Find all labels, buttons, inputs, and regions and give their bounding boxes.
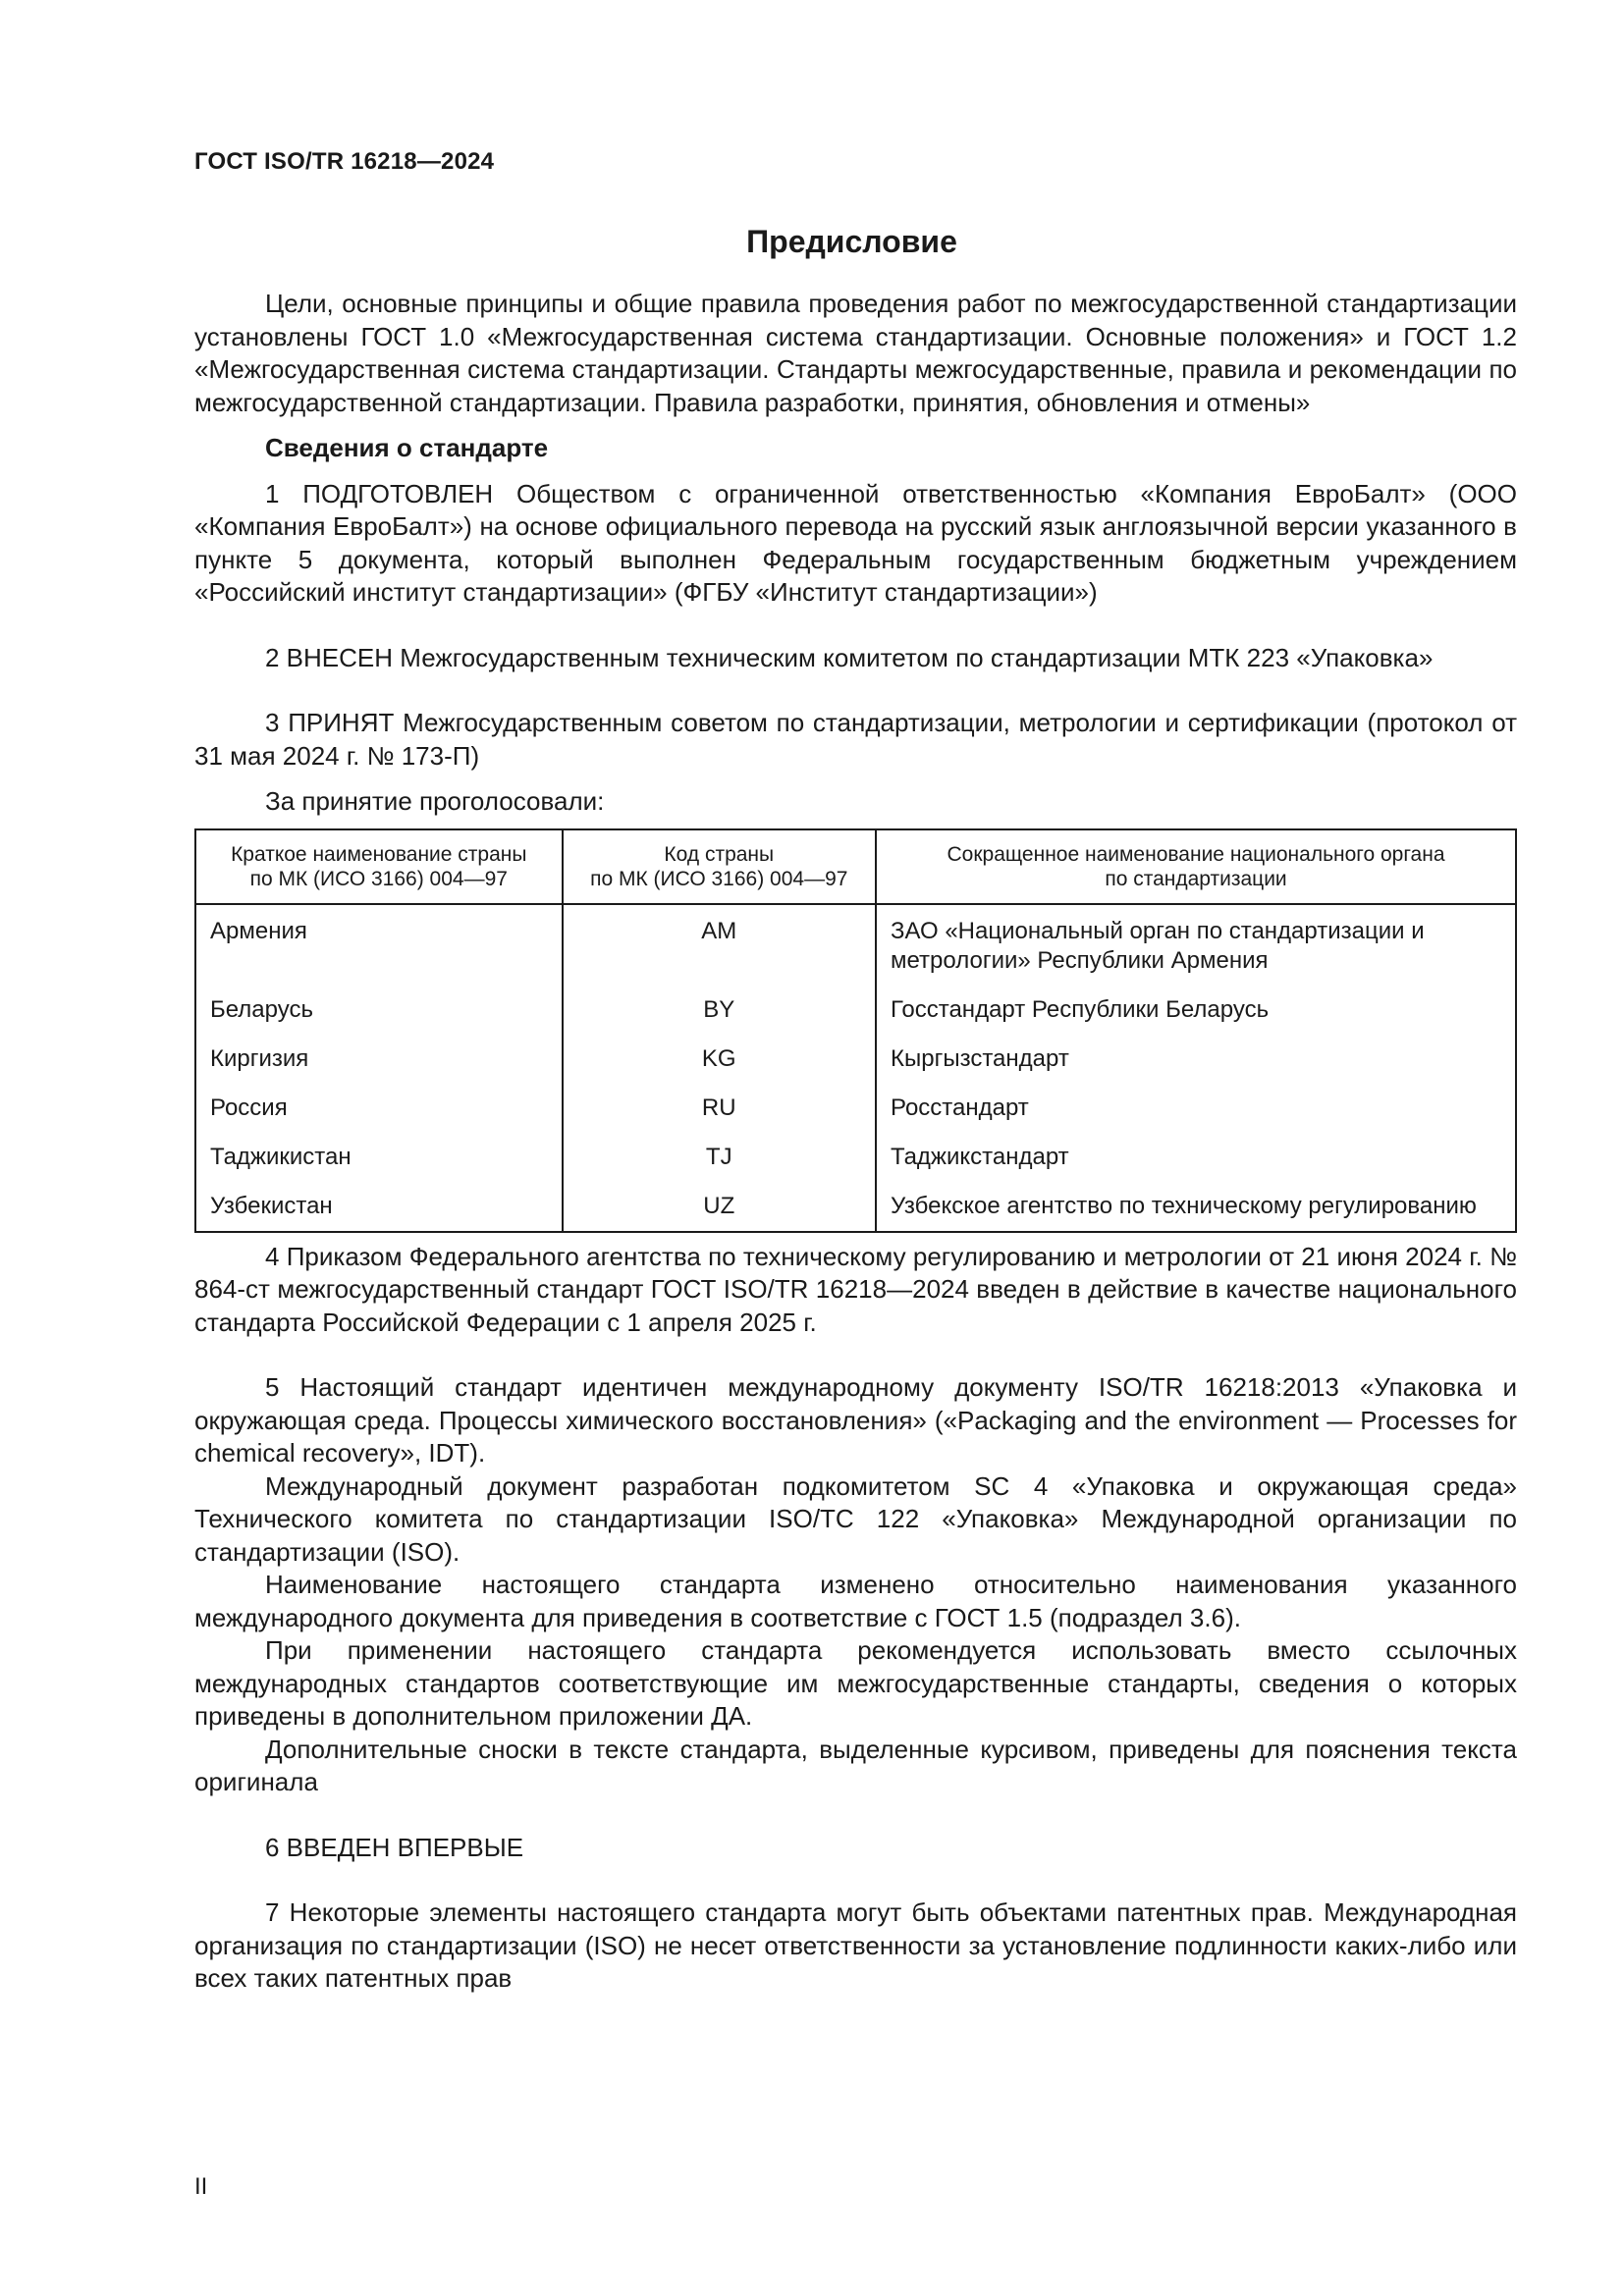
item-3-paragraph: 3 ПРИНЯТ Межгосударственным советом по стандартизации, метрологии и сертификации (протокол от 31 мая 2024 г. № 173-П) [194,708,1517,771]
body-cell: Узбекское агентство по техническому регулированию [876,1192,1516,1232]
item-1-paragraph: 1 ПОДГОТОВЛЕН Обществом с ограниченной ответственностью «Компания ЕвроБалт» (ООО «Компания ЕвроБалт») на основе официального перевода на русский язык англоязычной версии указанного в пункте 5 документа, который выполнен Федеральным государственным бюджетным учреждением «Российский институт стандартизации» (ФГБУ «Институт стандартизации») [194,478,1517,607]
page-title: Предисловие [746,224,957,259]
item-6-paragraph: 6 ВВЕДЕН ВПЕРВЫЕ [265,1832,524,1862]
body-cell: Госстандарт Республики Беларусь [876,995,1516,1044]
code-cell: TJ [563,1143,876,1192]
running-header: ГОСТ ISO/TR 16218—2024 [194,148,495,175]
item-7-paragraph: 7 Некоторые элементы настоящего стандарта могут быть объектами патентных прав. Международная организация по стандартизации (ISO) не несет ответственности за установление подлинности каких-либо или всех таких патентных прав [194,1897,1517,1993]
country-cell: Киргизия [195,1044,563,1094]
country-cell: Армения [195,904,563,995]
item-5-title-change-paragraph: Наименование настоящего стандарта изменено относительно наименования указанного международного документа для приведения в соответствие с ГОСТ 1.5 (подраздел 3.6). [194,1570,1517,1632]
country-cell: Таджикистан [195,1143,563,1192]
intro-paragraph: Цели, основные принципы и общие правила проведения работ по межгосударственной стандартизации установлены ГОСТ 1.0 «Межгосударственная система стандартизации. Основные положения» и ГОСТ 1.2 «Межгосударственная система стандартизации. Стандарты межгосударственные, правила и рекомендации по межгосударственной стандартизации. Правила разработки, принятия, обновления и отмены» [194,289,1517,417]
voted-caption: За принятие проголосовали: [265,786,605,816]
page-number: II [194,2173,208,2200]
code-cell: BY [563,995,876,1044]
item-5-developer-paragraph: Международный документ разработан подкомитетом SC 4 «Упаковка и окружающая среда» Технического комитета по стандартизации ISO/TC 122 «Упаковка» Международной организации по стандартизации (ISO). [194,1470,1517,1567]
table-header-row [195,829,1516,904]
body-cell: Росстандарт [876,1094,1516,1143]
country-cell: Узбекистан [195,1192,563,1232]
table-row [195,1094,1516,1143]
item-2-paragraph: 2 ВНЕСЕН Межгосударственным техническим комитетом по стандартизации МТК 223 «Упаковка» [265,642,1434,672]
item-5-footnotes-paragraph: Дополнительные сноски в тексте стандарта, выделенные курсивом, приведены для пояснения текста оригинала [194,1734,1517,1796]
item-5-paragraph: 5 Настоящий стандарт идентичен международному документу ISO/TR 16218:2013 «Упаковка и окружающая среда. Процессы химического восстановления» («Packaging and the environment — Processes for chemical recovery», IDT). [194,1372,1517,1468]
body-cell: Кыргызстандарт [876,1044,1516,1094]
country-cell: Россия [195,1094,563,1143]
table-row [195,904,1516,995]
code-cell: RU [563,1094,876,1143]
voting-table [194,828,1517,1233]
table-row [195,995,1516,1044]
header-national-body: Сокращенное наименование национального органа по стандартизации [876,829,1516,904]
body-cell: ЗАО «Национальный орган по стандартизации и метрологии» Республики Армения [876,904,1516,995]
table-row [195,1192,1516,1232]
country-cell: Беларусь [195,995,563,1044]
code-cell: AM [563,904,876,995]
code-cell: UZ [563,1192,876,1232]
header-country-name: Краткое наименование страны по МК (ИСО 3166) 004—97 [195,829,563,904]
body-cell: Таджикстандарт [876,1143,1516,1192]
table-row [195,1143,1516,1192]
item-5-references-paragraph: При применении настоящего стандарта рекомендуется использовать вместо ссылочных международных стандартов соответствующие им межгосударственные стандарты, сведения о которых приведены в дополнительном приложении ДА. [194,1635,1517,1731]
section-heading: Сведения о стандарте [265,433,549,462]
item-4-paragraph: 4 Приказом Федерального агентства по техническому регулированию и метрологии от 21 июня 2024 г. № 864-ст межгосударственный стандарт ГОСТ ISO/TR 16218—2024 введен в действие в качестве национального стандарта Российской Федерации с 1 апреля 2025 г. [194,1241,1517,1337]
header-country-code: Код страны по МК (ИСО 3166) 004—97 [563,829,876,904]
document-body [194,288,1517,1996]
table-row [195,1044,1516,1094]
code-cell: KG [563,1044,876,1094]
